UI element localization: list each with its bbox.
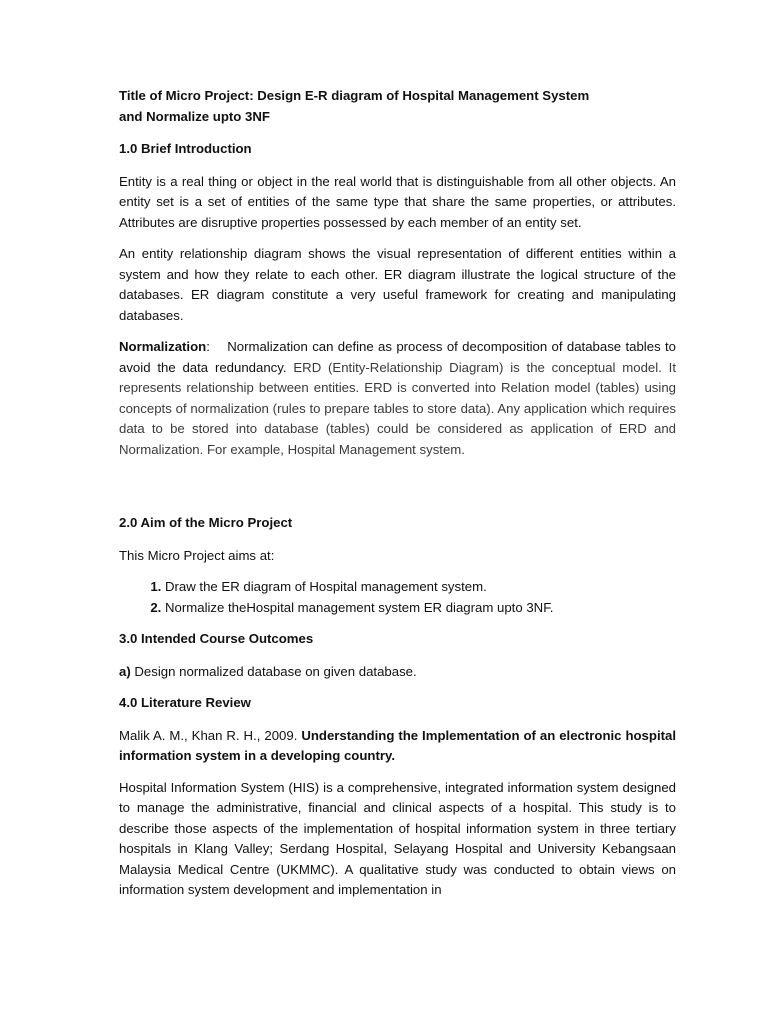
aim-intro: This Micro Project aims at: [119,547,275,563]
section-heading-literature: 4.0 Literature Review [119,695,251,710]
section-spacer [119,471,676,513]
normalization-definition: Normalization can define as process of decomposition of database tables to avoid the data redundancy. [119,339,677,375]
paragraph-entity: Entity is a real thing or object in the real world that is distinguishable from all other objects. An entity set is a set of entities of the same type that share the same properties, or attributes. Attributes are disruptive properties possessed by each member of an entity set. [119,173,676,230]
list-item: 1. Draw the ER diagram of Hospital management system. [165,577,676,598]
outcome-item [119,662,676,683]
document-title [119,86,676,127]
list-item: 2. Normalize theHospital management system ER diagram upto 3NF. [165,598,676,619]
aim-list [119,577,676,618]
literature-paragraph: Hospital Information System (HIS) is a comprehensive, integrated information system designed to manage the administrative, financial and clinical aspects of a hospital. This study is to describe those aspects of the implementation of hospital information system in three tertiary hospitals in Klang Valley; Serdang Hospital, Selayang Hospital and University Kebangsaan Malaysia Medical Centre (UKMMC). A qualitative study was conducted to obtain views on information system development and implementation in [119,779,676,897]
title-line-2: and Normalize upto 3NF [119,108,270,124]
normalization-label: Normalization [119,339,207,354]
section-heading-introduction: 1.0 Brief Introduction [119,141,252,156]
normalization-erd-text: ERD (Entity-Relationship Diagram) is the conceptual model. It represents relationship between entities. ERD is converted into Relation model (tables) using concepts of normalization (rules to prepare tables to store data). Any application which requires data to be stored into database (tables) could be considered as application of ERD and Normalization. For example, Hospital Management system. [119,359,676,457]
citation-authors: Malik A. M., Khan R. H., 2009. [119,727,298,743]
section-heading-aim: 2.0 Aim of the Micro Project [119,515,293,530]
paragraph-er-diagram: An entity relationship diagram shows the visual representation of different entities within a system and how they relate to each other. ER diagram illustrate the logical structure of the databases. ER diagram constitute a very useful framework for creating and manipulating databases. [119,246,676,323]
outcome-label: a) [119,663,131,679]
outcome-text: Design normalized database on given database. [134,663,417,679]
title-line-1: Title of Micro Project: Design E-R diagram of Hospital Management System [119,88,590,103]
section-heading-outcomes: 3.0 Intended Course Outcomes [119,631,314,646]
normalization-colon: : [206,339,210,354]
document-page [119,86,676,912]
citation-title: Understanding the Implementation of an electronic hospital information system in a developing country. [119,727,677,763]
paragraph-normalization [119,337,676,460]
literature-citation [119,726,676,767]
